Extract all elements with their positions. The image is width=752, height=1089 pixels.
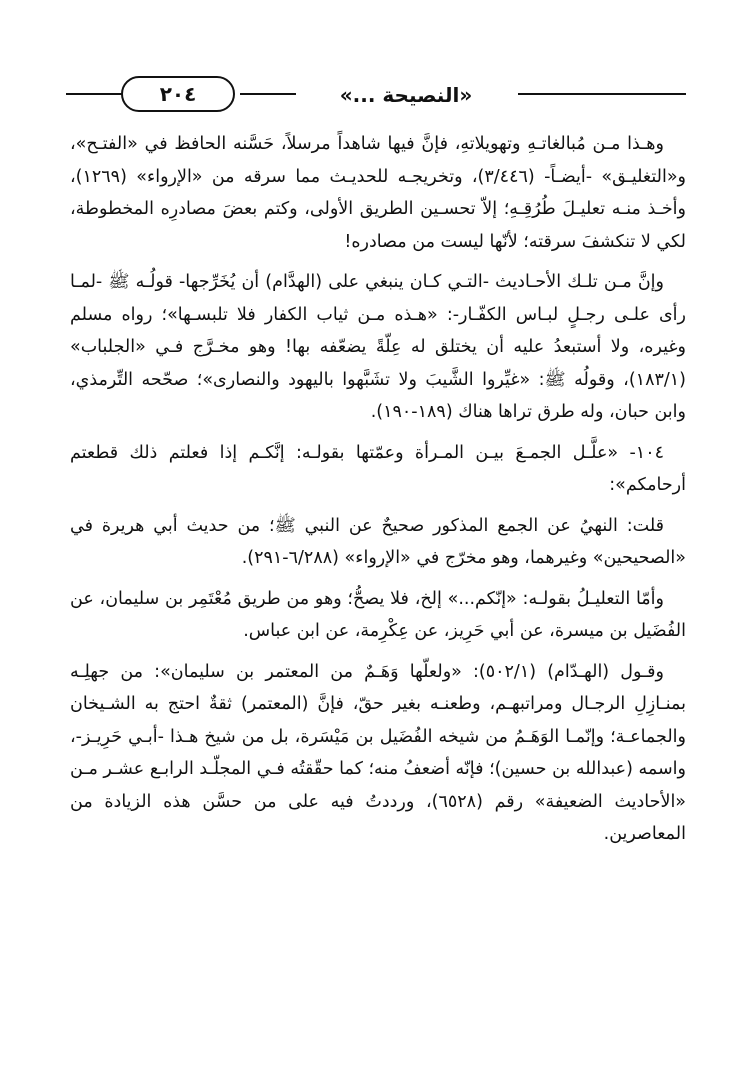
header-rule-right bbox=[518, 93, 686, 95]
paragraph: وقـول (الهـدّام) (٥٠٢/١): «ولعلّها وَهَـمٌ من المعتمر بن سليمان»: من جهلِـه بمنـازِلِ الرجـال ومراتبهـم، وطعنـه بغير حقّ، فإنَّ (المعتمر) ثقةٌ احتج به الشـيخان والجماعـة؛ وإنّمـا الوَهَـمُ من شيخه الفُضَيل بن مَيْسَرة، بل من شيخ هـذا -أبـي حَرِيـز-، واسمه (عبدالله بن حسين)؛ فإنّه أضعفُ منه؛ كما حقّقتُه فـي المجلّـد الرابـع عشـر مـن «الأحاديث الضعيفة» رقم (٦٥٢٨)، ورددتُ فيه على من حسَّن هذه الزيادة من المعاصرين. bbox=[70, 661, 687, 844]
header-rule-left bbox=[66, 93, 124, 95]
paragraph-heading-104: ١٠٤- «علَّـل الجمـعَ بيـن المـرأة وعمّتها بقولـه: إنَّكـم إذا فعلتم ذلك قطعتم أرحامكم»: bbox=[70, 442, 686, 495]
page-body bbox=[70, 128, 686, 857]
paragraph: وهـذا مـن مُبالغاتـهِ وتهويلاتهِ، فإنَّ فيها شاهداً مرسلاً، حَسَّنه الحافظ في «الفتـح»، و«التغليـق» -أيضـاً- (٣/٤٤٦)، وتخريجـه للحديـث مما سرقه من «الإرواء» (١٢٦٩)، وأخـذ منـه تعليـلَ طُرُقِـهِ؛ إلاّ تحسـين الطريق الأولى، وكتم بعضَ مصادرِه المخطوطة، لكي لا تنكشفَ سرقته؛ لأنّها ليست من مصادره! bbox=[70, 134, 686, 252]
header-rule-middle bbox=[240, 93, 296, 95]
paragraph: قلت: النهيُ عن الجمع المذكور صحيحٌ عن النبي ﷺ؛ من حديث أبي هريرة في «الصحيحين» وغيرهما، وهو مخرّج في «الإرواء» (٦/٢٨٨-٢٩١). bbox=[70, 515, 686, 568]
page-header bbox=[66, 74, 686, 114]
running-title: «النصيحة ...» bbox=[339, 83, 473, 107]
paragraph: وإنَّ مـن تلـك الأحـاديث -التـي كـان ينبغي على (الهدَّام) أن يُخَرِّجها- قولُـه ﷺ -لمـا رأى علـى رجـلٍ لبـاس الكفّـار-: «هـذه مـن ثياب الكفار فلا تلبسـها»؛ رواه مسلم وغيره، ولا أستبعدُ عليه أن يختلق له عِلّةً يضعّفه بها! وهو مخـرَّج فـي «الجلباب» (١٨٣/١)، وقولُه ﷺ: «غيِّروا الشَّيبَ ولا تشَبَّهوا باليهود والنصارى»؛ صحّحه التِّرمذي، وابن حبان، وله طرق تراها هناك (١٨٩-١٩٠). bbox=[70, 272, 686, 422]
paragraph: وأمّا التعليـلُ بقولـه: «إنّكم...» إلخ، فلا يصحُّ؛ وهو من طريق مُعْتَمِر بن سليمان، عن الفُضَيل بن ميسرة، عن أبي حَرِيز، عن عِكْرِمة، عن ابن عباس. bbox=[70, 588, 686, 641]
page-number: ٢٠٤ bbox=[121, 76, 235, 112]
